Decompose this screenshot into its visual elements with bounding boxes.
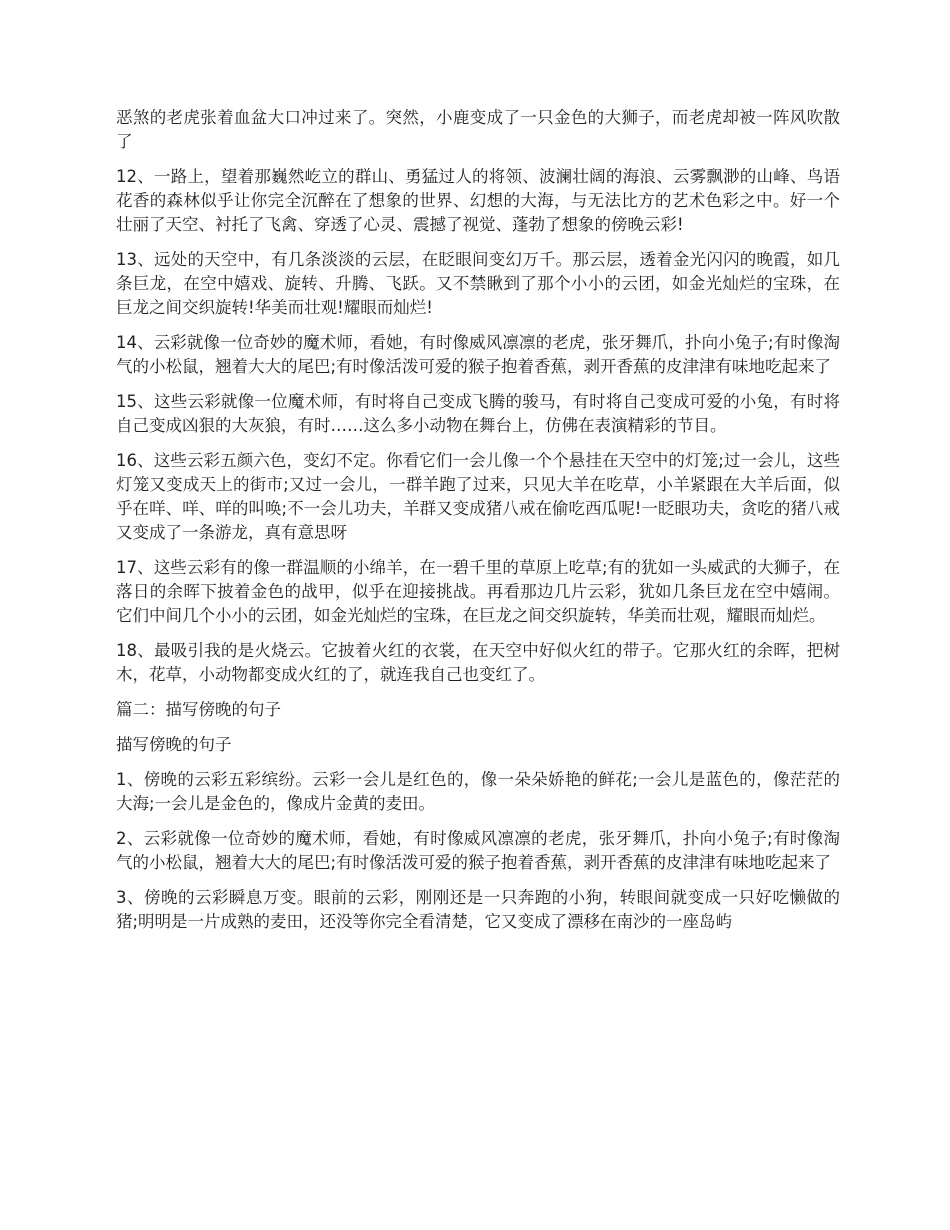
section-paragraph-2: 2、云彩就像一位奇妙的魔术师，看她，有时像威风凛凛的老虎，张牙舞爪，扑向小兔子;有时像淘气的小松鼠，翘着大大的尾巴;有时像活泼可爱的猴子抱着香蕉，剥开香蕉的皮津津有味地吃起来了 [116,829,840,872]
paragraph-15: 15、这些云彩就像一位魔术师，有时将自己变成飞腾的骏马，有时将自己变成可爱的小兔，有时将自己变成凶狠的大灰狼，有时……这么多小动物在舞台上，仿佛在表演精彩的节目。 [116,392,840,435]
paragraph-18: 18、最吸引我的是火烧云。它披着火红的衣裳，在天空中好似火红的带子。它那火红的余晖，把树木，花草，小动物都变成火红的了，就连我自己也变红了。 [116,641,840,684]
paragraph-16: 16、这些云彩五颜六色，变幻不定。你看它们一会儿像一个个悬挂在天空中的灯笼;过一会儿，这些灯笼又变成天上的街市;又过一会儿，一群羊跑了过来，只见大羊在吃草，小羊紧跟在大羊后面，似乎在咩、咩、咩的叫唤;不一会儿功夫，羊群又变成猪八戒在偷吃西瓜呢!一眨眼功夫，贪吃的猪八戒又变成了一条游龙，真有意思呀 [116,451,840,542]
section-paragraph-1: 1、傍晚的云彩五彩缤纷。云彩一会儿是红色的，像一朵朵娇艳的鲜花;一会儿是蓝色的，像茫茫的大海;一会儿是金色的，像成片金黄的麦田。 [116,770,840,813]
paragraph-14: 14、云彩就像一位奇妙的魔术师，看她，有时像威风凛凛的老虎，张牙舞爪，扑向小兔子;有时像淘气的小松鼠，翘着大大的尾巴;有时像活泼可爱的猴子抱着香蕉，剥开香蕉的皮津津有味地吃起来了 [116,333,840,376]
paragraph-17: 17、这些云彩有的像一群温顺的小绵羊，在一碧千里的草原上吃草;有的犹如一头威武的大狮子，在落日的余晖下披着金色的战甲，似乎在迎接挑战。再看那边几片云彩，犹如几条巨龙在空中嬉闹。它们中间几个小小的云团，如金光灿烂的宝珠，在巨龙之间交织旋转，华美而壮观，耀眼而灿烂。 [116,558,840,625]
section-heading: 篇二：描写傍晚的句子 [116,700,281,719]
paragraph-13: 13、远处的天空中，有几条淡淡的云层，在眨眼间变幻万千。那云层，透着金光闪闪的晚霞，如几条巨龙，在空中嬉戏、旋转、升腾、飞跃。又不禁瞅到了那个小小的云团，如金光灿烂的宝珠，在巨龙之间交织旋转!华美而壮观!耀眼而灿烂! [116,250,840,317]
paragraph-continuation: 恶煞的老虎张着血盆大口冲过来了。突然，小鹿变成了一只金色的大狮子，而老虎却被一阵风吹散了 [116,108,840,151]
document-page [116,106,840,945]
paragraph-12: 12、一路上，望着那巍然屹立的群山、勇猛过人的将领、波澜壮阔的海浪、云雾飘渺的山峰、鸟语花香的森林似乎让你完全沉醉在了想象的世界、幻想的大海，与无法比方的艺术色彩之中。好一个壮丽了天空、衬托了飞禽、穿透了心灵、震撼了视觉、蓬勃了想象的傍晚云彩! [116,167,840,234]
section-paragraph-3: 3、傍晚的云彩瞬息万变。眼前的云彩，刚刚还是一只奔跑的小狗，转眼间就变成一只好吃懒做的猪;明明是一片成熟的麦田，还没等你完全看清楚，它又变成了漂移在南沙的一座岛屿 [116,888,840,931]
section-title: 描写傍晚的句子 [116,735,232,754]
